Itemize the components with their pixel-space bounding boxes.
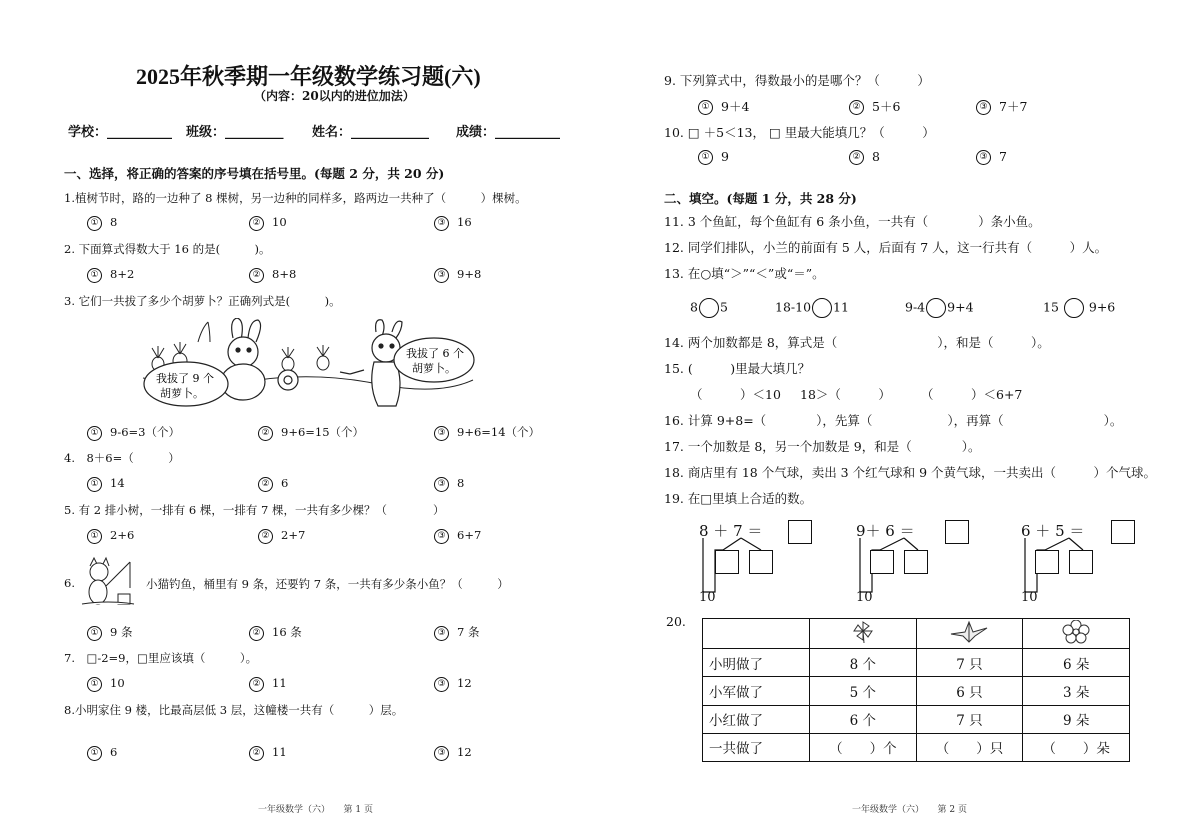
option-mark: ①	[87, 529, 102, 544]
compare-circle[interactable]	[926, 298, 946, 318]
compare-circle[interactable]	[699, 298, 719, 318]
class-field[interactable]: 班级：_________	[186, 125, 284, 140]
option-mark: ③	[434, 746, 449, 761]
q4-option-3[interactable]: ③ 8	[434, 476, 464, 492]
q19-equation-1: 8 ＋ 7 ＝	[699, 522, 763, 540]
q5-option-3[interactable]: ③ 6+7	[434, 528, 481, 544]
table-cell: 6 只	[916, 677, 1023, 705]
option-mark: ②	[249, 677, 264, 692]
q9-option-3[interactable]: ③ 7＋7	[976, 97, 1027, 115]
q19-equation-3: 6 ＋ 5 ＝	[1021, 522, 1085, 540]
table-cell: 3 朵	[1023, 677, 1130, 705]
q13-item-4: 15 9+6	[1043, 298, 1115, 318]
question-11: 11. 3 个鱼缸，每个鱼缸有 6 条小鱼，一共有（ ）条小鱼。	[664, 214, 1041, 229]
question-2: 2. 下面算式得数大于 16 的是( )。	[64, 242, 271, 256]
split-box-2[interactable]	[749, 550, 773, 574]
option-mark: ③	[434, 216, 449, 231]
split-box-1[interactable]	[715, 550, 739, 574]
question-13: 13. 在○填“＞”“＜”或“＝”。	[664, 266, 825, 281]
bubble-left-line2: 胡萝卜。	[160, 387, 204, 400]
q2-option-2[interactable]: ② 8+8	[249, 267, 296, 283]
cat-fishing-illustration	[80, 556, 136, 608]
table-answer-cell[interactable]: （ ）个	[810, 733, 917, 761]
q1-option-2[interactable]: ② 10	[249, 215, 287, 231]
option-mark: ①	[87, 477, 102, 492]
section-2-heading: 二、填空。(每题 1 分，共 28 分)	[664, 191, 857, 206]
question-15: 15. ( )里最大填几？	[664, 361, 811, 376]
q2-option-3[interactable]: ③ 9+8	[434, 267, 481, 283]
option-mark: ③	[976, 150, 991, 165]
option-mark: ①	[87, 746, 102, 761]
q7-option-3[interactable]: ③ 12	[434, 676, 472, 692]
question-18: 18. 商店里有 18 个气球，卖出 3 个红气球和 9 个黄气球，一共卖出（ ）个气球。	[664, 465, 1157, 480]
option-mark: ①	[87, 268, 102, 283]
school-field[interactable]: 学校：__________	[68, 125, 173, 140]
q4-option-1[interactable]: ① 14	[87, 476, 125, 492]
row-label: 小红做了	[703, 705, 810, 733]
section-1-heading: 一、选择，将正确的答案的序号填在括号里。(每题 2 分，共 20 分)	[64, 166, 445, 181]
page-1-footer: 一年级数学（六） 第 1 页	[258, 805, 373, 815]
q13-item-1: 8 5	[690, 298, 728, 318]
question-20-number: 20.	[666, 614, 686, 629]
q8-option-1[interactable]: ① 6	[87, 745, 117, 761]
name-field[interactable]: 姓名：____________	[312, 125, 430, 140]
question-9: 9. 下列算式中，得数最小的是哪个？（ ）	[664, 73, 930, 88]
table-cell: 6 朵	[1023, 649, 1130, 677]
page-2-footer: 一年级数学（六） 第 2 页	[852, 805, 967, 815]
bubble-left-line1: 我拔了 9 个	[156, 372, 214, 385]
option-mark: ②	[249, 268, 264, 283]
ten-label: 10	[699, 590, 716, 605]
option-mark: ②	[849, 100, 864, 115]
split-box-2[interactable]	[904, 550, 928, 574]
option-mark: ①	[698, 150, 713, 165]
question-14: 14. 两个加数都是 8，算式是（ ），和是（ ）。	[664, 335, 1050, 350]
q3-option-3[interactable]: ③ 9+6=14（个）	[434, 424, 540, 441]
table-cell: 9 朵	[1023, 705, 1130, 733]
option-mark: ①	[87, 677, 102, 692]
pinwheel-header	[810, 619, 917, 649]
split-box-2[interactable]	[1069, 550, 1093, 574]
option-mark: ③	[434, 529, 449, 544]
q4-option-2[interactable]: ② 6	[258, 476, 288, 492]
q6-option-2[interactable]: ② 16 条	[249, 624, 302, 641]
crane-header	[916, 619, 1023, 649]
q8-option-3[interactable]: ③ 12	[434, 745, 472, 761]
q15-item-2: 18＞（ ）	[800, 387, 891, 402]
answer-box[interactable]	[788, 520, 812, 544]
option-mark: ③	[434, 677, 449, 692]
table-row	[703, 705, 1130, 733]
q15-item-1: （ ）＜10	[690, 387, 781, 402]
q1-option-3[interactable]: ③ 16	[434, 215, 472, 231]
bubble-right-line1: 我拔了 6 个	[406, 347, 464, 360]
table-cell: 7 只	[916, 705, 1023, 733]
option-mark: ①	[87, 216, 102, 231]
q9-option-2[interactable]: ② 5＋6	[849, 97, 900, 115]
option-mark: ③	[434, 626, 449, 641]
table-corner-cell	[703, 619, 810, 649]
q3-option-1[interactable]: ① 9-6=3（个）	[87, 424, 180, 441]
q20-table	[702, 618, 1130, 762]
table-row	[703, 649, 1130, 677]
q1-option-1[interactable]: ① 8	[87, 215, 117, 231]
q6-option-3[interactable]: ③ 7 条	[434, 624, 479, 641]
q2-option-1[interactable]: ① 8+2	[87, 267, 134, 283]
option-mark: ①	[698, 100, 713, 115]
q13-item-3: 9-4 9+4	[905, 298, 974, 318]
option-mark: ②	[258, 529, 273, 544]
q10-option-2[interactable]: ② 8	[849, 149, 880, 165]
option-mark: ②	[258, 477, 273, 492]
option-mark: ②	[249, 626, 264, 641]
page-title: 2025年秋季期一年级数学练习题(六)	[136, 64, 481, 89]
question-6: 小猫钓鱼，桶里有 9 条，还要钓 7 条，一共有多少条小鱼？（ ）	[146, 577, 509, 591]
q5-option-1[interactable]: ① 2+6	[87, 528, 134, 544]
split-box-1[interactable]	[1035, 550, 1059, 574]
option-mark: ①	[87, 426, 102, 441]
q9-option-1[interactable]: ① 9＋4	[698, 97, 749, 115]
paper-crane-icon	[949, 620, 989, 644]
row-label: 一共做了	[703, 733, 810, 761]
q10-option-3[interactable]: ③ 7	[976, 149, 1007, 165]
row-label: 小明做了	[703, 649, 810, 677]
question-19: 19. 在□里填上合适的数。	[664, 491, 813, 506]
rabbits-carrots-illustration	[138, 318, 478, 418]
bubble-right-line2: 胡萝卜。	[412, 362, 456, 375]
split-box-1[interactable]	[870, 550, 894, 574]
question-3: 3. 它们一共拔了多少个胡萝卜？正确列式是( )。	[64, 294, 341, 308]
question-8: 8.小明家住 9 楼，比最高层低 3 层，这幢楼一共有（ ）层。	[64, 703, 404, 717]
score-field[interactable]: 成绩：__________	[456, 125, 561, 140]
table-row	[703, 733, 1130, 761]
option-mark: ③	[434, 268, 449, 283]
table-answer-cell[interactable]: （ ）只	[916, 733, 1023, 761]
q10-option-1[interactable]: ① 9	[698, 149, 729, 165]
question-10: 10. □ ＋5＜13， □ 里最大能填几？（ ）	[664, 125, 935, 140]
compare-circle[interactable]	[812, 298, 832, 318]
answer-box[interactable]	[1111, 520, 1135, 544]
q8-option-2[interactable]: ② 11	[249, 745, 287, 761]
table-answer-cell[interactable]: （ ）朵	[1023, 733, 1130, 761]
table-cell: 5 个	[810, 677, 917, 705]
compare-circle[interactable]	[1064, 298, 1084, 318]
table-cell: 7 只	[916, 649, 1023, 677]
table-header-row	[703, 619, 1130, 649]
answer-box[interactable]	[945, 520, 969, 544]
question-6-number: 6.	[64, 576, 75, 590]
q6-option-1[interactable]: ① 9 条	[87, 624, 132, 641]
q13-item-2: 18-10 11	[775, 298, 849, 318]
table-cell: 6 个	[810, 705, 917, 733]
option-mark: ②	[249, 216, 264, 231]
page-subtitle: （内容：20以内的进位加法）	[254, 89, 415, 103]
question-12: 12. 同学们排队，小兰的前面有 5 人，后面有 7 人，这一行共有（ ）人。	[664, 240, 1108, 255]
q19-equation-2: 9＋ 6 ＝	[856, 522, 915, 540]
ten-label: 10	[856, 590, 873, 605]
option-mark: ②	[258, 426, 273, 441]
option-mark: ③	[976, 100, 991, 115]
question-5: 5. 有 2 排小树，一排有 6 棵，一排有 7 棵，一共有多少棵？（ ）	[64, 503, 445, 517]
question-17: 17. 一个加数是 8，另一个加数是 9，和是（ ）。	[664, 439, 981, 454]
q3-option-2[interactable]: ② 9+6=15（个）	[258, 424, 364, 441]
ten-label: 10	[1021, 590, 1038, 605]
q7-option-2[interactable]: ② 11	[249, 676, 287, 692]
option-mark: ③	[434, 426, 449, 441]
option-mark: ②	[249, 746, 264, 761]
question-16: 16. 计算 9+8=（ ），先算（ ），再算（ ）。	[664, 413, 1123, 428]
question-7: 7. □-2=9，□里应该填（ ）。	[64, 651, 258, 665]
flower-header	[1023, 619, 1130, 649]
option-mark: ③	[434, 477, 449, 492]
option-mark: ①	[87, 626, 102, 641]
table-cell: 8 个	[810, 649, 917, 677]
q5-option-2[interactable]: ② 2+7	[258, 528, 305, 544]
flower-icon	[1061, 620, 1091, 644]
row-label: 小军做了	[703, 677, 810, 705]
q15-item-3: （ ）＜6+7	[921, 387, 1023, 402]
table-row	[703, 677, 1130, 705]
question-1: 1.植树节时，路的一边种了 8 棵树，另一边种的同样多，路两边一共种了（ ）棵树。	[64, 191, 527, 205]
option-mark: ②	[849, 150, 864, 165]
pinwheel-icon	[850, 620, 876, 644]
question-4: 4. 8＋6=（ ）	[64, 451, 180, 465]
q7-option-1[interactable]: ① 10	[87, 676, 125, 692]
